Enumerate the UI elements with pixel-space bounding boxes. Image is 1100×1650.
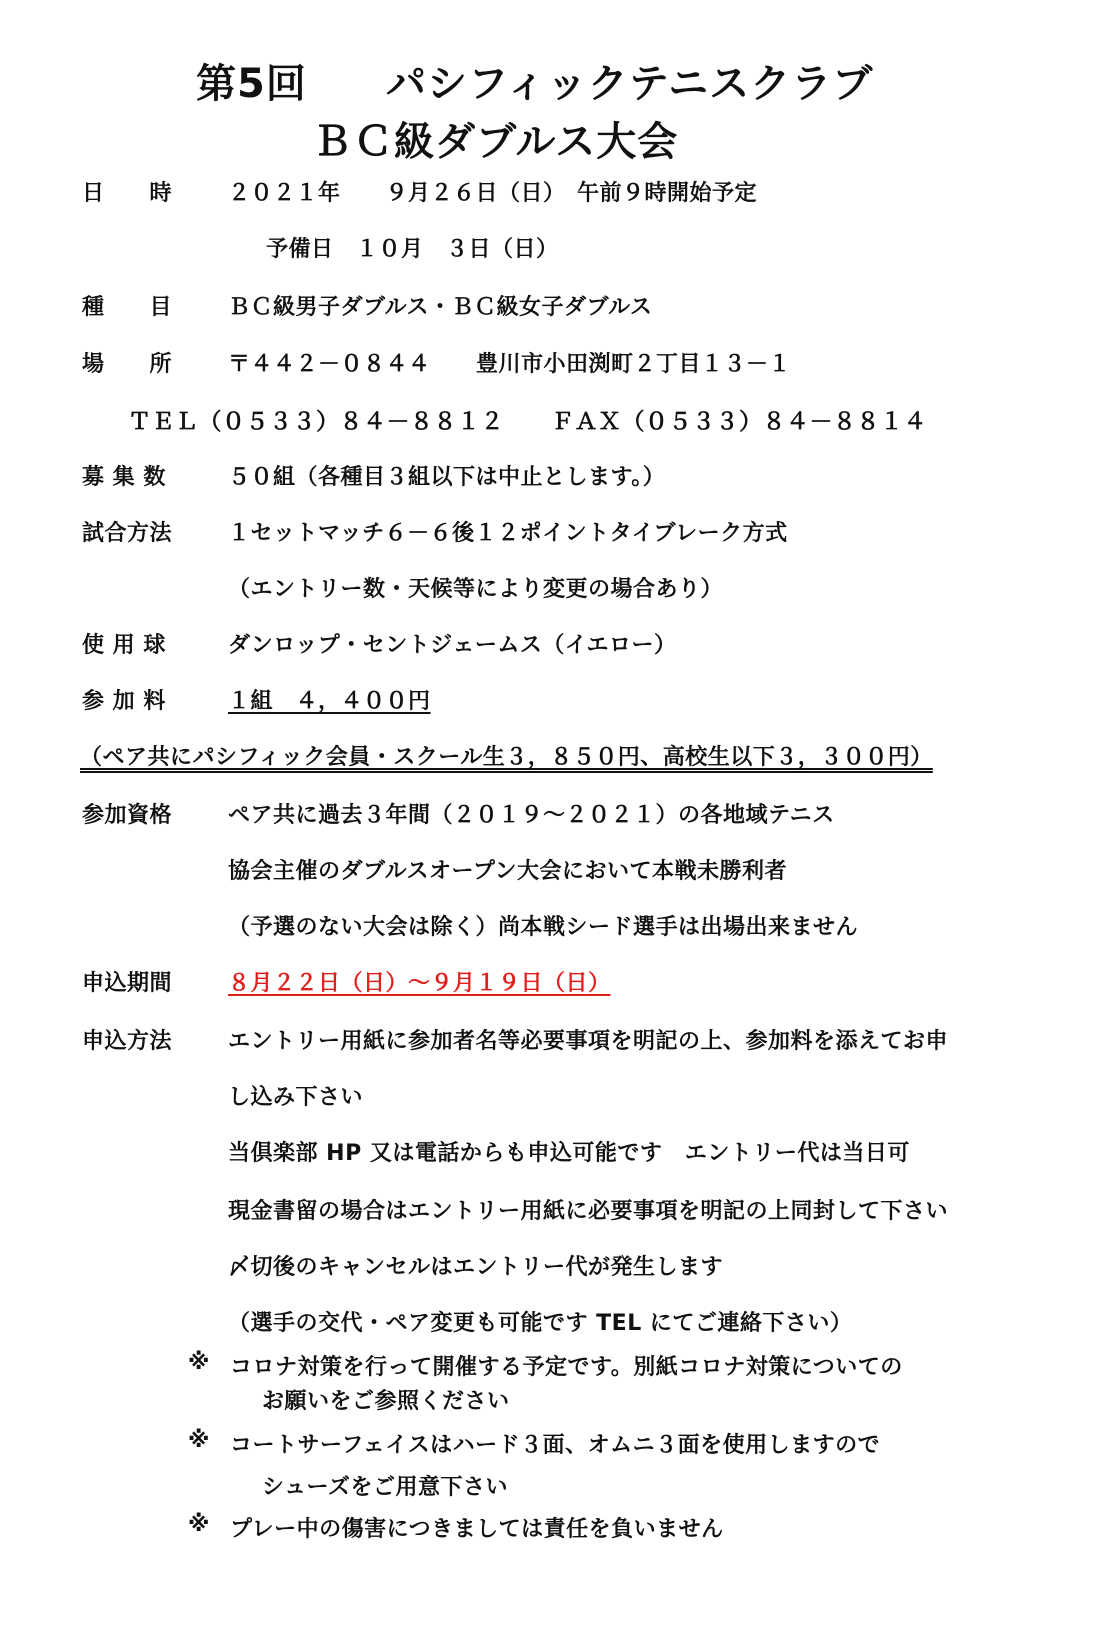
format-note: （エントリー数・天候等により変更の場合あり） [228,577,724,602]
method-line-5: 〆切後のキャンセルはエントリー代が発生します [228,1255,724,1280]
venue-postal: 〒４４２－０８４４ [228,352,431,377]
method-line-1: エントリー用紙に参加者名等必要事項を明記の上、参加料を添えてお申 [228,1029,949,1054]
date-label: 日 時 [82,181,173,206]
note-mark: ※ [188,1428,210,1453]
venue-phone-fax: ＴＥＬ（０５３３）８４－８８１２ ＦＡＸ（０５３３）８４－８８１４ [128,409,927,435]
capacity-label: 募 集 数 [82,465,166,490]
note-1-line-1: コロナ対策を行って開催する予定です。別紙コロナ対策についての [230,1355,903,1380]
period-label: 申込期間 [82,971,173,996]
format-value: １セットマッチ６－６後１２ポイントタイブレーク方式 [228,521,788,546]
note-mark: ※ [188,1350,210,1375]
eligibility-line-2: 協会主催のダブルスオープン大会において本戦未勝利者 [228,859,787,884]
note-2-line-2: シューズをご用意下さい [262,1475,508,1500]
eligibility-label: 参加資格 [82,803,173,828]
fee-label: 参 加 料 [82,689,166,714]
method-line-4: 現金書留の場合はエントリー用紙に必要事項を明記の上同封して下さい [228,1199,949,1224]
period-value: ８月２２日（日）～９月１９日（日） [228,971,611,996]
format-label: 試合方法 [82,521,173,546]
method-line-3: 当倶楽部 HP 又は電話からも申込可能です エントリー代は当日可 [228,1141,910,1166]
venue-label: 場 所 [82,352,173,377]
fee-discount: （ペア共にパシフィック会員・スクール生３，８５０円、高校生以下３，３００円） [80,745,933,770]
capacity-value: ５０組（各種目３組以下は中止とします。） [228,465,666,490]
eligibility-line-3: （予選のない大会は除く）尚本戦シード選手は出場出来ません [228,915,859,940]
event-label: 種 目 [82,295,173,320]
method-line-6: （選手の交代・ペア変更も可能です TEL にてご連絡下さい） [228,1311,853,1336]
title-tournament-name: ＢＣ級ダブルス大会 [312,119,679,165]
title-number: 第5回 [196,61,307,107]
method-label: 申込方法 [82,1029,173,1054]
eligibility-line-1: ペア共に過去３年間（２０１９～２０２１）の各地域テニス [228,803,835,828]
method-line-2: し込み下さい [228,1085,364,1110]
note-3-line-1: プレー中の傷害につきましては責任を負いません [230,1517,724,1542]
ball-label: 使 用 球 [82,633,166,658]
title-club-name: パシフィックテニスクラブ [386,61,874,107]
fee-value: １組 ４，４００円 [228,689,431,714]
reserve-date: 予備日 １０月 ３日（日） [266,237,559,262]
event-value: ＢＣ級男子ダブルス・ＢＣ級女子ダブルス [228,295,653,320]
date-value: ２０２１年 ９月２６日（日） 午前９時開始予定 [228,181,758,206]
venue-address: 豊川市小田渕町２丁目１３－１ [476,352,792,377]
ball-value: ダンロップ・セントジェームス（イエロー） [228,633,677,658]
note-1-line-2: お願いをご参照ください [262,1389,510,1414]
note-2-line-1: コートサーフェイスはハード３面、オムニ３面を使用しますので [230,1433,881,1458]
note-mark: ※ [188,1512,210,1537]
